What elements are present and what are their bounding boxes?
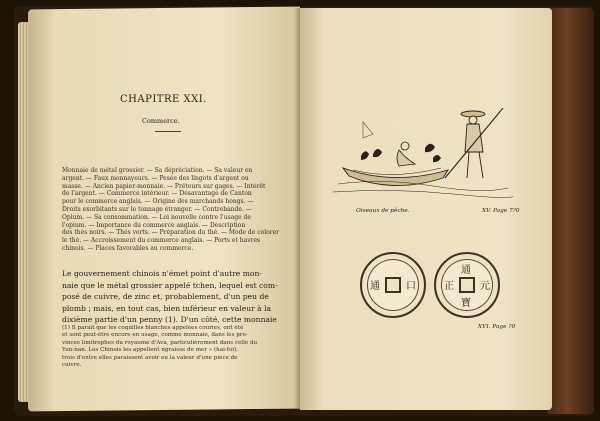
distant-sail (363, 122, 373, 138)
summary-line: Monnaie de métal grossier. — Sa dépréciation. — Sa valeur en (62, 167, 253, 174)
engraving-fishing-birds (333, 108, 513, 204)
coin-glyph: 通 (370, 281, 380, 292)
plate-reference-top: XV. Page 7?0 (482, 208, 520, 214)
summary-line: pour le commerce anglais. — Origine des marchands hongs. — (62, 198, 254, 206)
footnote (62, 325, 294, 369)
footnote-line: cuivre. (62, 362, 82, 369)
summary-line: argent. — Faux monnayeurs. — Pesée des lingots d'argent ou (62, 174, 249, 182)
chapter-subtitle: Commerce. (142, 117, 180, 125)
summary-line: chinois. — Places favorables au commerce. (62, 244, 194, 252)
chapter-summary (62, 167, 294, 253)
plate-reference-bottom: XVI. Page ?0 (478, 324, 516, 330)
plate-caption: Oiseaux de pêche. (356, 208, 410, 214)
body-line: plomb ; mais, en tout cas, bien inférieur en valeur à la (62, 303, 272, 313)
fisherman-seated (397, 142, 415, 166)
footnote-line: vinces limitrophes du royaume d'Ava, particulièrement dans celle du (62, 339, 258, 346)
boat-illustration (333, 168, 513, 198)
summary-line: Droits exorbitants sur le tonnage étranger. — Contrebande. — (62, 205, 252, 213)
chapter-title: CHAPITRE XXI. (120, 94, 207, 105)
summary-line: de l'argent. — Commerce intérieur. — Désavantage de Canton (62, 190, 252, 198)
footnote-line: (1) Il paraît que les coquilles blanches appelées couries, ont été (62, 325, 244, 331)
footnote-line: trois d'entre elles paraissent avoir eu la valeur d'une pièce de (62, 354, 238, 361)
summary-line: des thés noirs. — Thés verts. — Préparation du thé. — Mode de colorer (62, 229, 280, 237)
body-line: naie que le métal grossier appelé tchen, lequel est com- (62, 280, 278, 290)
coin-left (360, 252, 426, 318)
coin-square-hole (385, 277, 401, 293)
standing-boatman (445, 108, 503, 178)
body-line: Le gouvernement chinois n'émet point d'autre mon- (62, 269, 262, 278)
coin-glyph: 正 (444, 281, 454, 292)
body-paragraph (62, 268, 294, 326)
coin-glyph: 元 (480, 281, 490, 292)
summary-line: Opium. — Sa consommation. — Loi nouvelle contre l'usage de (62, 213, 251, 221)
coin-glyph: 口 (406, 281, 416, 292)
title-rule (155, 131, 181, 132)
body-line: posé de cuivre, de zinc et, probablement, d'un peu de (62, 292, 269, 301)
footnote-line: Yun-nan. Les Chinois les appellent ngraisse de mer » (hai-foi), (62, 347, 238, 354)
coin-glyph: 寶 (461, 298, 471, 309)
book-cover-edge (548, 8, 594, 414)
coin-square-hole (459, 277, 475, 293)
coin-glyph: 通 (461, 265, 471, 276)
body-line: dixième partie d'un penny (1). D'un côté, cette monnaie (62, 315, 277, 324)
coin-right (434, 252, 500, 318)
summary-line: masse. — Ancien papier-monnaie. — Prêteurs sur gages. — Intérêt (62, 182, 266, 190)
footnote-line: et sont peut-être encore en usage, comme monnaie, dans les pro- (62, 332, 248, 339)
summary-line: le thé. — Accroissement du commerce anglais. — Ports et havres (62, 237, 261, 245)
summary-line: l'opium. — Importance du commerce anglais. — Description (62, 221, 246, 229)
